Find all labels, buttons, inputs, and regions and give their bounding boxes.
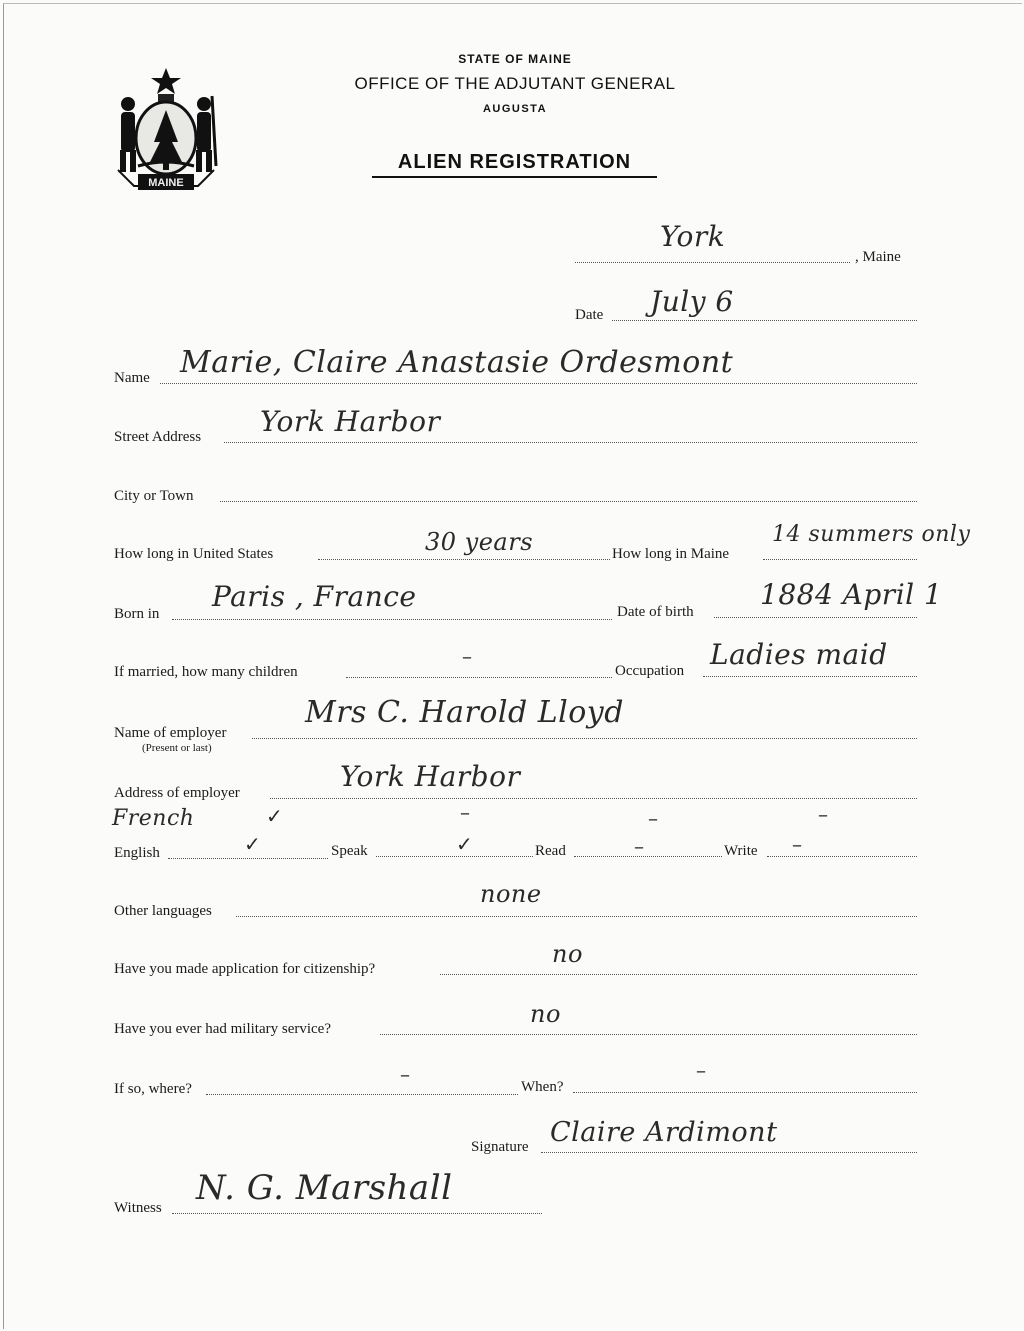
read-mark[interactable]: – xyxy=(634,834,645,858)
occupation-line xyxy=(703,676,917,677)
when-value[interactable]: – xyxy=(696,1058,707,1082)
children-line xyxy=(346,677,612,678)
us-duration-label: How long in United States xyxy=(114,546,274,562)
occupation-value[interactable]: Ladies maid xyxy=(710,638,888,671)
write-mark[interactable]: – xyxy=(792,832,803,856)
where-value[interactable]: – xyxy=(400,1062,411,1086)
state-heading: STATE OF MAINE xyxy=(458,52,572,66)
other-languages-label: Other languages xyxy=(114,903,212,919)
english-line xyxy=(168,858,328,859)
other-languages-value[interactable]: none xyxy=(480,880,542,908)
signature-line xyxy=(541,1152,917,1153)
french-read-mark: – xyxy=(648,806,659,830)
svg-text:MAINE: MAINE xyxy=(148,177,184,189)
english-label: English xyxy=(114,845,160,861)
read-line xyxy=(574,856,722,857)
military-line xyxy=(380,1034,917,1035)
citizenship-value[interactable]: no xyxy=(552,940,583,968)
when-line xyxy=(573,1092,917,1093)
employer-line xyxy=(252,738,917,739)
place-suffix: , Maine xyxy=(855,249,901,265)
street-line xyxy=(224,442,917,443)
employer-address-value[interactable]: York Harbor xyxy=(340,760,521,793)
street-value[interactable]: York Harbor xyxy=(260,405,441,438)
witness-value[interactable]: N. G. Marshall xyxy=(196,1168,453,1208)
dob-line xyxy=(714,617,917,618)
write-line xyxy=(767,856,917,857)
employer-sublabel: (Present or last) xyxy=(142,742,212,754)
date-value[interactable]: July 6 xyxy=(650,285,734,318)
french-speak-mark: – xyxy=(460,800,471,824)
born-value[interactable]: Paris , France xyxy=(212,580,417,613)
when-label: When? xyxy=(521,1079,564,1095)
office-heading: OFFICE OF THE ADJUTANT GENERAL xyxy=(354,74,676,93)
name-label: Name xyxy=(114,370,150,386)
military-label: Have you ever had military service? xyxy=(114,1021,331,1037)
occupation-label: Occupation xyxy=(615,663,685,679)
date-label: Date xyxy=(575,307,604,323)
maine-duration-line xyxy=(763,559,917,560)
where-label: If so, where? xyxy=(114,1081,192,1097)
date-line xyxy=(612,320,917,321)
form-title: ALIEN REGISTRATION xyxy=(372,151,657,178)
maine-duration-label: How long in Maine xyxy=(612,546,730,562)
signature-label: Signature xyxy=(471,1139,529,1155)
city-heading: AUGUSTA xyxy=(482,103,548,115)
dob-label: Date of birth xyxy=(617,604,694,620)
employer-address-label: Address of employer xyxy=(114,785,240,801)
citizenship-label: Have you made application for citizenship? xyxy=(114,961,376,977)
speak-mark[interactable]: ✓ xyxy=(456,832,474,856)
born-line xyxy=(172,619,612,620)
place-value[interactable]: York xyxy=(660,220,726,253)
city-label: City or Town xyxy=(114,488,194,504)
speak-label: Speak xyxy=(331,843,368,859)
where-line xyxy=(206,1094,518,1095)
maine-duration-value[interactable]: 14 summers only xyxy=(772,522,971,547)
employer-label: Name of employer xyxy=(114,725,227,741)
french-note: French xyxy=(112,806,195,831)
us-duration-value[interactable]: 30 years xyxy=(425,528,534,556)
french-write-mark: – xyxy=(818,802,829,826)
write-label: Write xyxy=(724,843,758,859)
children-value[interactable]: – xyxy=(462,644,473,668)
street-label: Street Address xyxy=(114,429,202,445)
city-line xyxy=(220,501,917,502)
other-languages-line xyxy=(236,916,917,917)
place-line xyxy=(575,262,850,263)
us-duration-line xyxy=(318,559,610,560)
children-label: If married, how many children xyxy=(114,664,298,680)
citizenship-line xyxy=(440,974,917,975)
speak-line xyxy=(376,856,533,857)
signature-value[interactable]: Claire Ardimont xyxy=(550,1117,778,1148)
read-label: Read xyxy=(535,843,566,859)
name-line xyxy=(160,383,917,384)
witness-label: Witness xyxy=(114,1200,162,1216)
maine-seal-icon xyxy=(112,66,220,194)
name-value[interactable]: Marie, Claire Anastasie Ordesmont xyxy=(180,345,734,380)
french-mark: ✓ xyxy=(266,804,284,828)
military-value[interactable]: no xyxy=(530,1000,561,1028)
employer-address-line xyxy=(270,798,917,799)
english-mark[interactable]: ✓ xyxy=(244,832,262,856)
witness-line xyxy=(172,1213,542,1214)
employer-value[interactable]: Mrs C. Harold Lloyd xyxy=(305,695,624,730)
dob-value[interactable]: 1884 April 1 xyxy=(760,578,943,611)
born-label: Born in xyxy=(114,606,160,622)
